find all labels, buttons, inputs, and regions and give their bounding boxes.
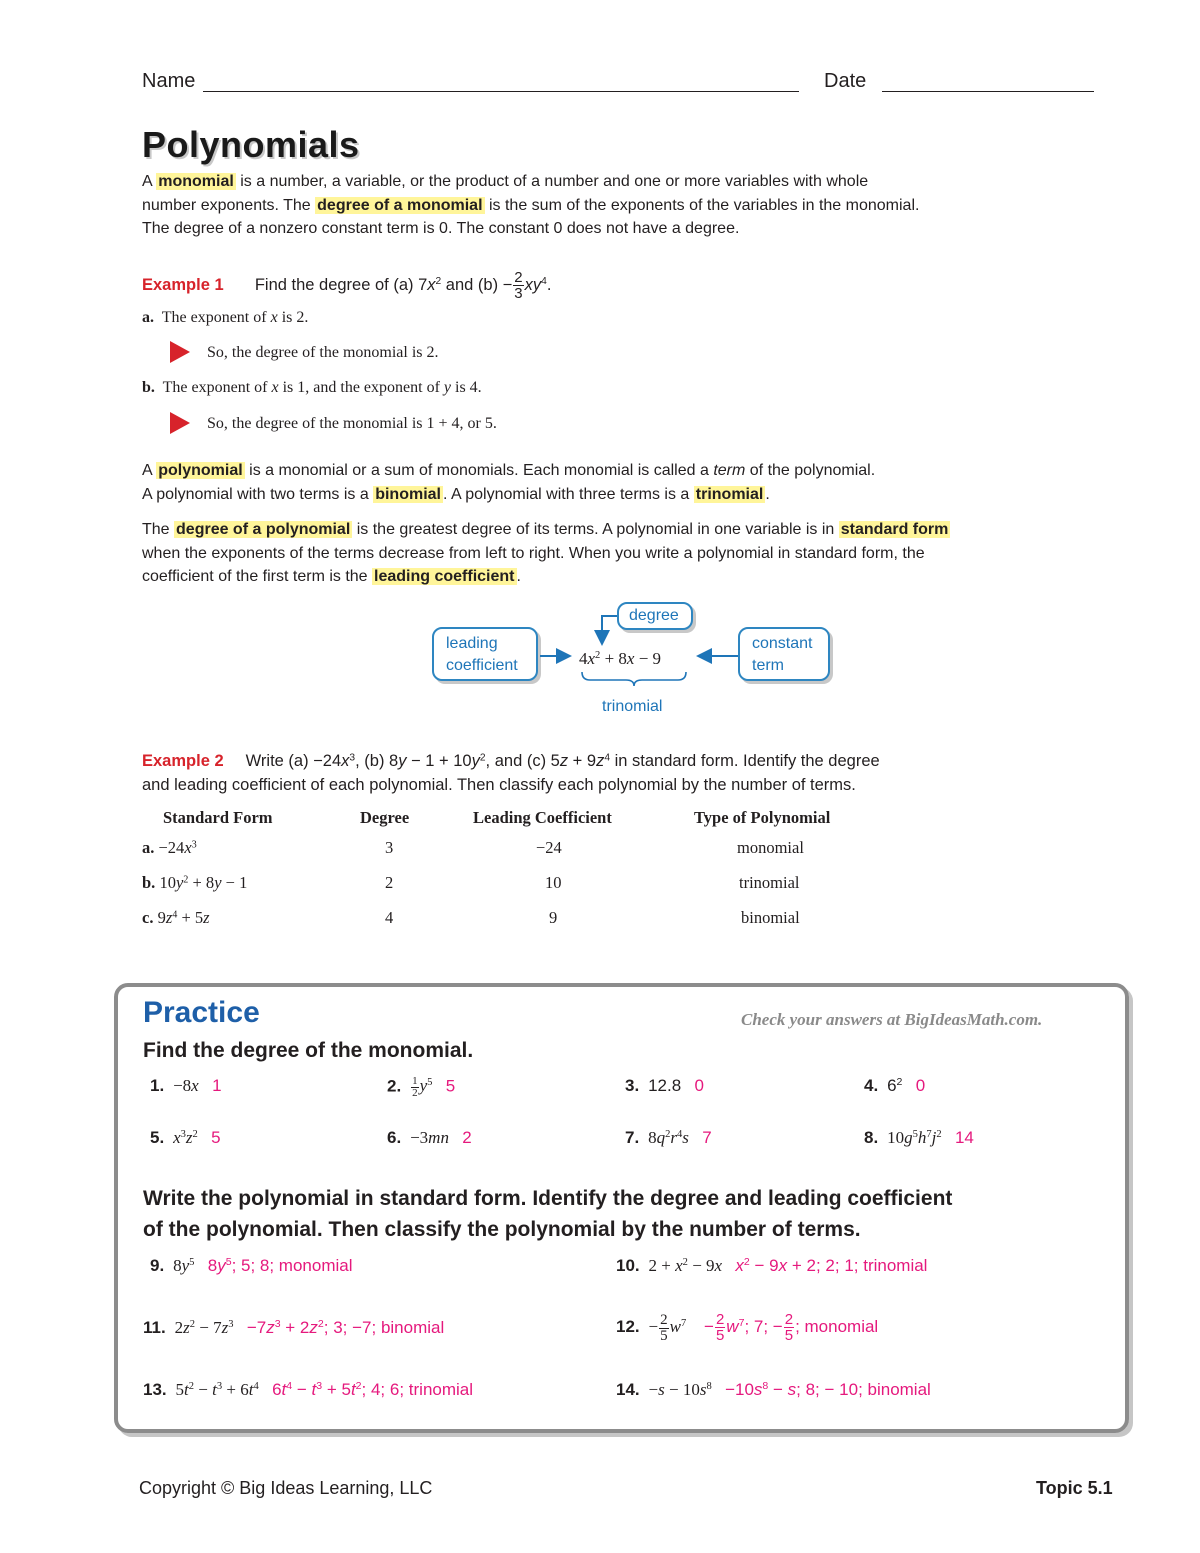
table-cell-lead: −24 <box>536 838 562 857</box>
exercise-10: 10. $2 + x^2 - 9x$ $x^2 - 9x + 2$; 2; 1; trinomial <box>616 1256 928 1275</box>
term-standard-form: standard form <box>840 521 949 538</box>
table-cell-form: c. $9z^4 + 5z$ <box>142 908 210 927</box>
exercise-8: 8. $10g^5h^7j^2$ 14 <box>864 1128 974 1147</box>
exercise-5: 5. $x^3z^2$ 5 <box>150 1128 221 1147</box>
copyright: Copyright © Big Ideas Learning, LLC <box>139 1478 433 1498</box>
table-cell-type: monomial <box>737 838 804 857</box>
exercise-12: 12. − $\frac{2}{5}$ $w^7$ − $\frac{2}{5}$ $w^7$; 7; − $\frac{2}{5}$ ; monomial <box>616 1311 879 1344</box>
check-answers-note: Check your answers at BigIdeasMath.com. <box>741 1010 1043 1029</box>
answer: 5 <box>211 1128 221 1147</box>
example2-label: Example 2 <box>142 752 224 770</box>
term-leading-coefficient: leading coefficient <box>374 568 515 585</box>
trinomial-label: trinomial <box>602 698 663 715</box>
answer: $x^2 - 9x + 2$; 2; 1; trinomial <box>735 1256 928 1275</box>
exercise-7: 7. $8q^2r^4s$ 7 <box>625 1128 712 1147</box>
exercise-3: 3. 12.8 0 <box>625 1076 704 1095</box>
example1-result-b: So, the degree of the monomial is 1 + 4, or 5. <box>207 415 497 432</box>
topic-label: Topic 5.1 <box>1036 1478 1113 1498</box>
table-cell-form: b. $10y^2 + 8y - 1$ <box>142 873 248 892</box>
term-degree-of-monomial: degree of a monomial <box>317 196 483 214</box>
fraction: $\frac{2}{3}$ <box>514 269 523 302</box>
example2-prompt: Example 2 Write $(a) -24x^3$, (b) $8y - 1 + 10y^2$, and (c) $5z + 9z^4$ in standard form. Identify the degree and leading coefficient of each polynomial. Then classify each polynomial by the number of terms. <box>142 752 880 794</box>
exercise-11: 11. $2z^2 - 7z^3$ $-7z^3 + 2z^2$; 3; −7; binomial <box>143 1318 445 1337</box>
answer: 0 <box>694 1076 704 1095</box>
answer: 7 <box>702 1128 712 1147</box>
table-header: Type of Polynomial <box>694 808 831 827</box>
term-monomial: monomial <box>158 173 234 190</box>
result-arrow-icon <box>170 341 190 363</box>
degree-bubble: degree <box>617 602 693 630</box>
practice-instruction-2: Write the polynomial in standard form. Identify the degree and leading coefficient of the polynomial. Then classify the polynomial by the number of terms. <box>143 1187 953 1241</box>
answer: − $\frac{2}{5}$ $w^7$; 7; − $\frac{2}{5}$ ; monomial <box>704 1311 879 1344</box>
answer: $8y^5$; 5; 8; monomial <box>207 1256 353 1275</box>
example1-label: Example 1 <box>142 275 224 294</box>
table-header: Degree <box>360 808 410 827</box>
answer: 5 <box>445 1076 456 1096</box>
term-degree-of-polynomial: degree of a polynomial <box>176 521 351 538</box>
polynomial-definition: A polynomial is a monomial or a sum of monomials. Each monomial is called a term of the polynomial. A polynomial with two terms is a binomial . A polynomial with three terms is a trinomial . <box>142 462 876 503</box>
exercise-4: 4. $6^2$ 0 <box>864 1076 926 1095</box>
exercise-9: 9. $8y^5$ $8y^5$; 5; 8; monomial <box>150 1256 353 1275</box>
degree-definition: The degree of a polynomial is the greatest degree of its terms. A polynomial in one variable is in standard form when the exponents of the terms decrease from left to right. When you write a polynomial in standard form, the coefficient of the first term is the leading coefficient . <box>142 521 949 585</box>
term-trinomial: trinomial <box>695 485 764 503</box>
page-title: Polynomials <box>142 124 360 165</box>
table-cell-degree: 3 <box>385 838 394 857</box>
practice-instruction-1: Find the degree of the monomial. <box>143 1039 474 1062</box>
table-cell-lead: 10 <box>545 873 562 892</box>
table-cell-degree: 4 <box>385 908 394 927</box>
answer: $-10s^8 - s$; 8; − 10; binomial <box>725 1380 931 1399</box>
exercise-2: 2. $\frac{1}{2}$ $y^5$ 5 <box>387 1075 456 1099</box>
answer: $-7z^3 + 2z^2$; 3; −7; binomial <box>246 1318 445 1337</box>
degree-arrow <box>602 616 617 642</box>
exercise-1: 1. −8x 1 <box>150 1076 222 1095</box>
answer: 1 <box>212 1076 222 1095</box>
table-cell-lead: 9 <box>549 908 558 927</box>
term-binomial: binomial <box>375 485 441 503</box>
exercise-6: 6. −3mn 2 <box>387 1128 472 1147</box>
trinomial-brace <box>582 672 686 686</box>
intro-paragraph: A monomial is a number, a variable, or the product of a number and one or more variables with whole number exponents. The degree of a monomial is the sum of the exponents of the variables in the monomial. The degree of a nonzero constant term is 0. The constant 0 does not have a degree. <box>142 173 920 237</box>
table-cell-type: binomial <box>741 908 800 927</box>
example1-prompt: Example 1 Find the degree of (a) $7x^2$ and (b) − $\frac{2}{3}$ $xy^4$. <box>142 269 552 302</box>
table-cell-form: a. $-24x^3$ <box>142 838 197 857</box>
table-cell-type: trinomial <box>739 873 800 892</box>
table-header: Standard Form <box>163 808 273 827</box>
diagram-arrows <box>520 590 780 690</box>
term-polynomial: polynomial <box>158 462 243 479</box>
example1-part-a: a. The exponent of x is 2. <box>142 309 309 326</box>
answer: 2 <box>462 1128 472 1147</box>
table-cell-degree: 2 <box>385 873 394 892</box>
example1-result-a: So, the degree of the monomial is 2. <box>207 344 439 361</box>
date-field[interactable] <box>882 91 1094 92</box>
exercise-14: 14. $-s - 10s^8$ $-10s^8 - s$; 8; − 10; binomial <box>616 1380 931 1399</box>
example1-part-b: b. The exponent of x is 1, and the exponent of y is 4. <box>142 379 482 396</box>
table-header: Leading Coefficient <box>473 808 612 827</box>
leading-coefficient-bubble: leading coefficient <box>432 627 538 681</box>
diagram-polynomial: $4x^2 + 8x - 9$ <box>579 649 662 668</box>
name-field[interactable] <box>203 91 799 92</box>
result-arrow-icon <box>170 412 190 434</box>
answer: 14 <box>954 1128 974 1147</box>
name-label: Name <box>142 70 196 92</box>
answer: 0 <box>915 1076 926 1095</box>
answer: $6t^4 - t^3 + 5t^2$; 4; 6; trinomial <box>272 1380 474 1399</box>
practice-title: Practice <box>143 996 260 1029</box>
constant-term-bubble: constant term <box>738 627 830 681</box>
date-label: Date <box>824 70 867 92</box>
exercise-13: 13. $5t^2 - t^3 + 6t^4$ $6t^4 - t^3 + 5t^2$; 4; 6; trinomial <box>143 1380 474 1399</box>
